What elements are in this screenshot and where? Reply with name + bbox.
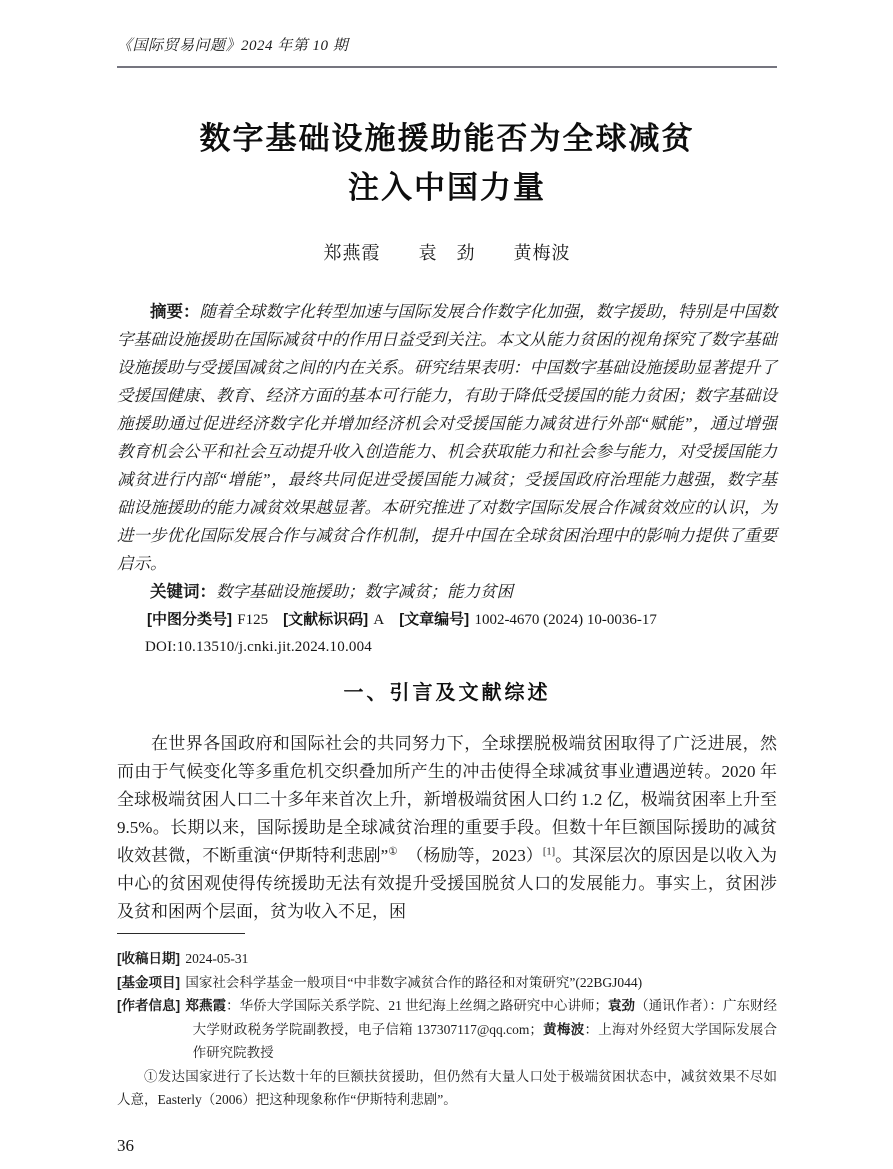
abstract-text: 随着全球数字化转型加速与国际发展合作数字化加强，数字援助，特别是中国数字基础设施援助在国际减贫中的作用日益受到关注。本文从能力贫困的视角探究了数字基础设施援助与受援国减贫之间的内在关系。研究结果表明：中国数字基础设施援助显著提升了受援国健康、教育、经济方面的基本可行能力，有助于降低受援国的能力贫困；数字基础设施援助通过促进经济数字化并增加经济机会对受援国能力减贫进行外部“赋能”，通过增强教育机会公平和社会互动提升收入创造能力、机会获取能力和社会参与能力，对受援国能力减贫进行内部“增能”，最终共同促进受援国能力减贫；受援国政府治理能力越强，数字基础设施援助的能力减贫效果越显著。本研究推进了对数字国际发展合作减贫效应的认识，为进一步优化国际发展合作与减贫合作机制，提升中国在全球贫困治理中的影响力提供了重要启示。 — [117, 302, 777, 573]
body-text-1: 在世界各国政府和国际社会的共同努力下，全球摆脱极端贫困取得了广泛进展，然而由于气候变化等多重危机交织叠加所产生的冲击使得全球减贫事业遭遇逆转。2020 年全球极端贫困人口二十多年来首次上升，新增极端贫困人口约 1.2 亿，极端贫困率上升至 9.5%。长期以来，国际援助是全球减贫治理的重要手段。但数十年巨额国际援助的减贫收效甚微，不断重演“伊斯特利悲剧” — [117, 734, 777, 865]
received-label: [收稿日期] — [117, 951, 180, 966]
author3-text: ：上海对外经贸大学国际发展合作研究院教授 — [192, 1021, 778, 1060]
clc-label: [中图分类号] — [147, 611, 232, 628]
doi-line: DOI:10.13510/j.cnki.jit.2024.10.004 — [145, 639, 372, 655]
section-heading: 一、引言及文献综述 — [343, 682, 551, 704]
article-id-label: [文章编号] — [399, 611, 470, 628]
fund-value: 国家社会科学基金一般项目“中非数字减贫合作的路径和对策研究”(22BGJ044) — [185, 974, 643, 990]
footnote-divider — [117, 933, 245, 934]
footnote-ref-circle: ① — [388, 846, 398, 858]
keywords-label: 关键词： — [150, 583, 216, 601]
meta-line — [117, 606, 777, 634]
footnote-authors — [117, 994, 777, 1065]
author1-text: ：华侨大学国际关系学院、21 世纪海上丝绸之路研究中心讲师； — [226, 998, 608, 1013]
article-title-line2: 注入中国力量 — [348, 170, 546, 205]
footnote-received — [117, 947, 777, 971]
footnotes-block — [117, 947, 777, 1112]
footnote-note1: ①发达国家进行了长达数十年的巨额扶贫援助，但仍然有大量人口处于极端贫困状态中，减贫效果不尽如人意，Easterly（2006）把这种现象称作“伊斯特利悲剧”。 — [117, 1068, 777, 1107]
body-text-3: 。其深层次的原因是以收入为中心的贫困观使得传统援助无法有效提升受援国脱贫人口的发展能力。事实上，贫困涉及贫和困两个层面，贫为收入不足，困 — [117, 846, 778, 921]
body-paragraph — [117, 730, 777, 926]
header-rule — [117, 66, 777, 68]
doc-code-label: [文献标识码] — [283, 611, 369, 628]
citation-ref: [1] — [542, 846, 556, 858]
body-text-2: （杨励等，2023） — [397, 846, 543, 865]
received-value: 2024-05-31 — [185, 951, 249, 966]
article-title — [117, 114, 777, 212]
keywords-paragraph — [117, 578, 777, 606]
abstract-label: 摘要： — [150, 303, 200, 321]
keywords-text: 数字基础设施援助；数字减贫；能力贫困 — [216, 582, 513, 601]
author2-name: 袁劲 — [608, 998, 636, 1013]
page-number: 36 — [117, 1136, 134, 1155]
article-id-value: 1002-4670 (2024) 10-0036-17 — [474, 612, 657, 628]
article-title-line1: 数字基础设施援助能否为全球减贫 — [199, 121, 695, 156]
authors-info-label: [作者信息] — [117, 998, 181, 1013]
clc-value: F125 — [237, 612, 269, 628]
author1-name: 郑燕霞 — [185, 998, 227, 1013]
doc-code-value: A — [373, 612, 385, 628]
journal-header: 《国际贸易问题》2024 年第 10 期 — [117, 38, 349, 54]
footnote-fund — [117, 971, 777, 995]
fund-label: [基金项目] — [117, 974, 180, 990]
abstract-block — [117, 298, 777, 661]
abstract-paragraph — [117, 298, 777, 578]
authors-line: 郑燕霞 袁 劲 黄梅波 — [323, 243, 571, 263]
author2-text: （通讯作者）：广东财经大学财政税务学院副教授，电子信箱 137307117@qq.com； — [192, 998, 778, 1037]
author3-name: 黄梅波 — [542, 1021, 585, 1037]
